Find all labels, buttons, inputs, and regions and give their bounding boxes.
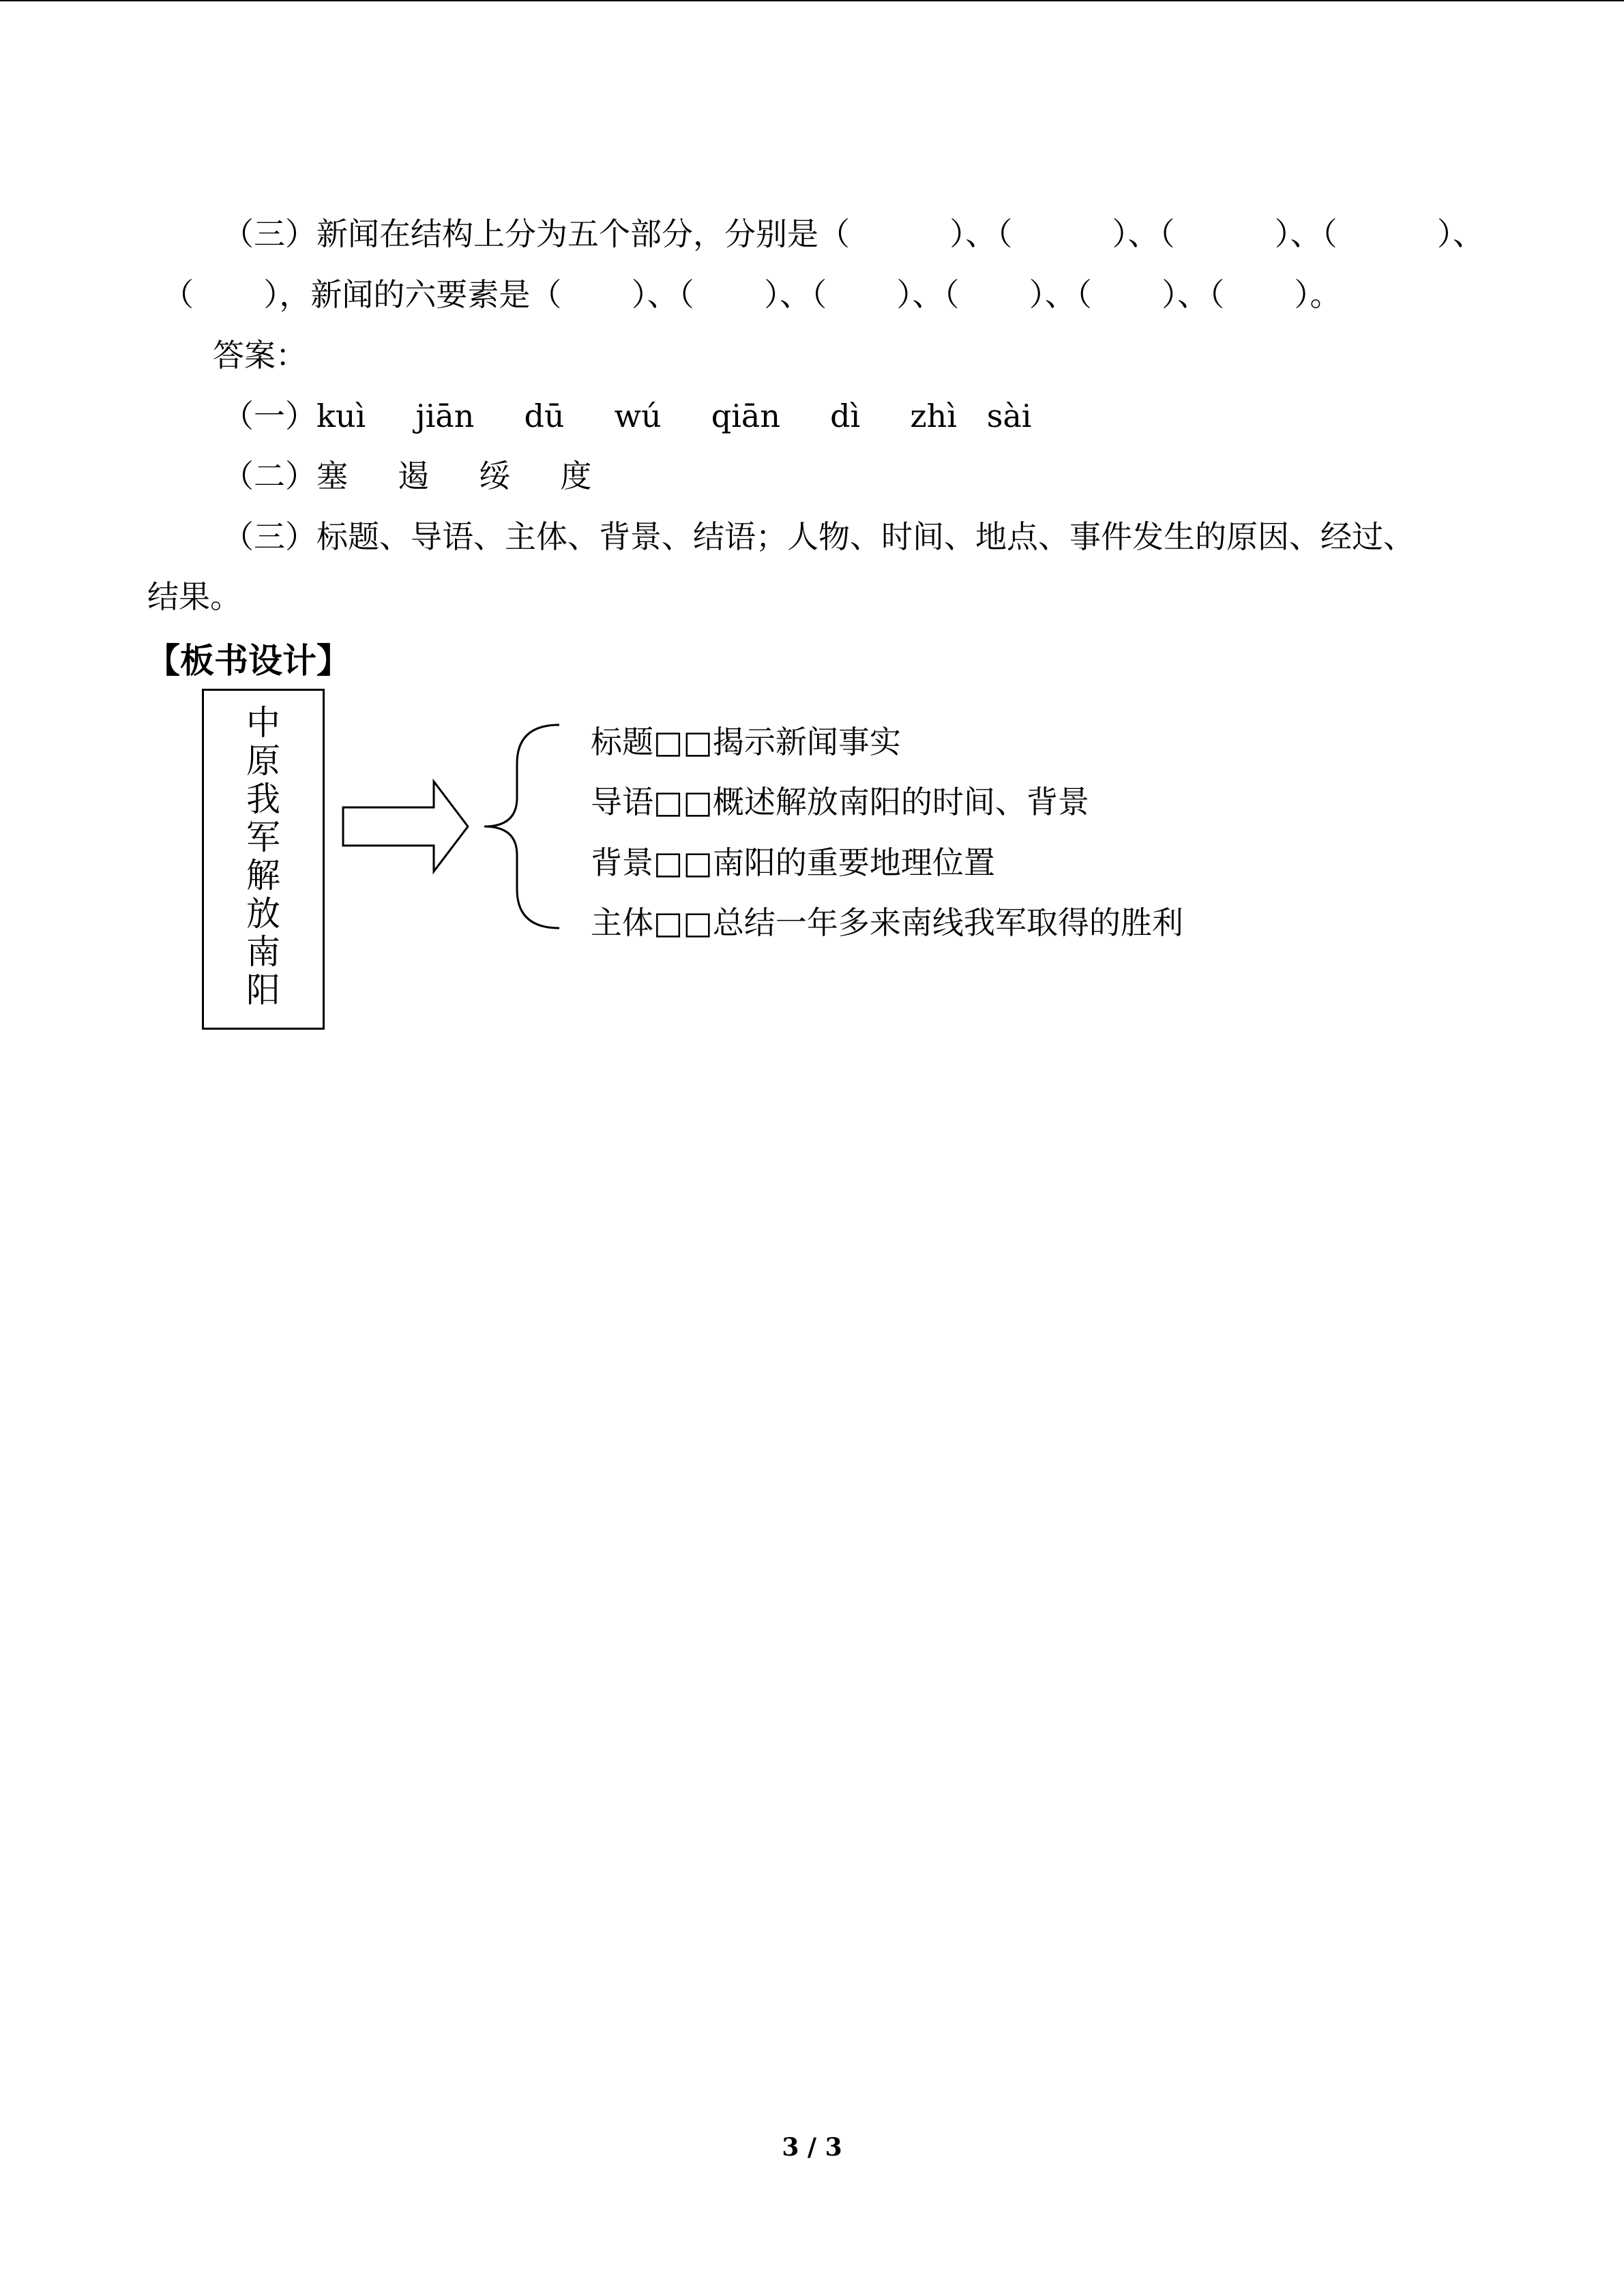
board-title-char: 南 [246, 932, 280, 972]
board-title-char: 放 [246, 894, 280, 934]
board-title-char: 我 [246, 779, 280, 819]
answer-1: （一）kuì jiān dū wú qiān dì zhì sài [222, 398, 1032, 434]
board-item-body: 主体□□总结一年多来南线我军取得的胜利 [591, 904, 1183, 941]
board-design-heading: 【板书设计】 [146, 640, 351, 681]
board-title-char: 原 [246, 741, 280, 781]
question-3-line-2: （ ），新闻的六要素是（ ）、（ ）、（ ）、（ ）、（ ）、（ ）。 [162, 276, 1342, 313]
question-3-line-1: （三）新闻在结构上分为五个部分，分别是（ ）、（ ）、（ ）、（ ）、 [222, 215, 1484, 252]
answer-3-line-2: 结果。 [147, 578, 241, 615]
page-number: 3 / 3 [782, 2133, 842, 2162]
board-item-title: 标题□□揭示新闻事实 [591, 724, 901, 760]
answer-3-line-1: （三）标题、导语、主体、背景、结语；人物、时间、地点、事件发生的原因、经过、 [222, 518, 1415, 555]
answer-2: （二）塞 遏 绥 度 [222, 458, 592, 494]
board-item-lead: 导语□□概述解放南阳的时间、背景 [591, 784, 1089, 820]
board-item-background: 背景□□南阳的重要地理位置 [591, 844, 995, 881]
curly-brace-icon [484, 725, 559, 928]
board-title-char: 中 [246, 703, 280, 743]
right-arrow-icon [343, 781, 468, 871]
board-title-char: 解 [246, 856, 280, 895]
answers-label: 答案： [213, 337, 307, 374]
board-title-box [202, 689, 325, 1030]
board-diagram [334, 709, 566, 941]
top-rule [0, 0, 1624, 1]
board-title-char: 军 [246, 818, 280, 857]
board-title-char: 阳 [246, 970, 280, 1010]
